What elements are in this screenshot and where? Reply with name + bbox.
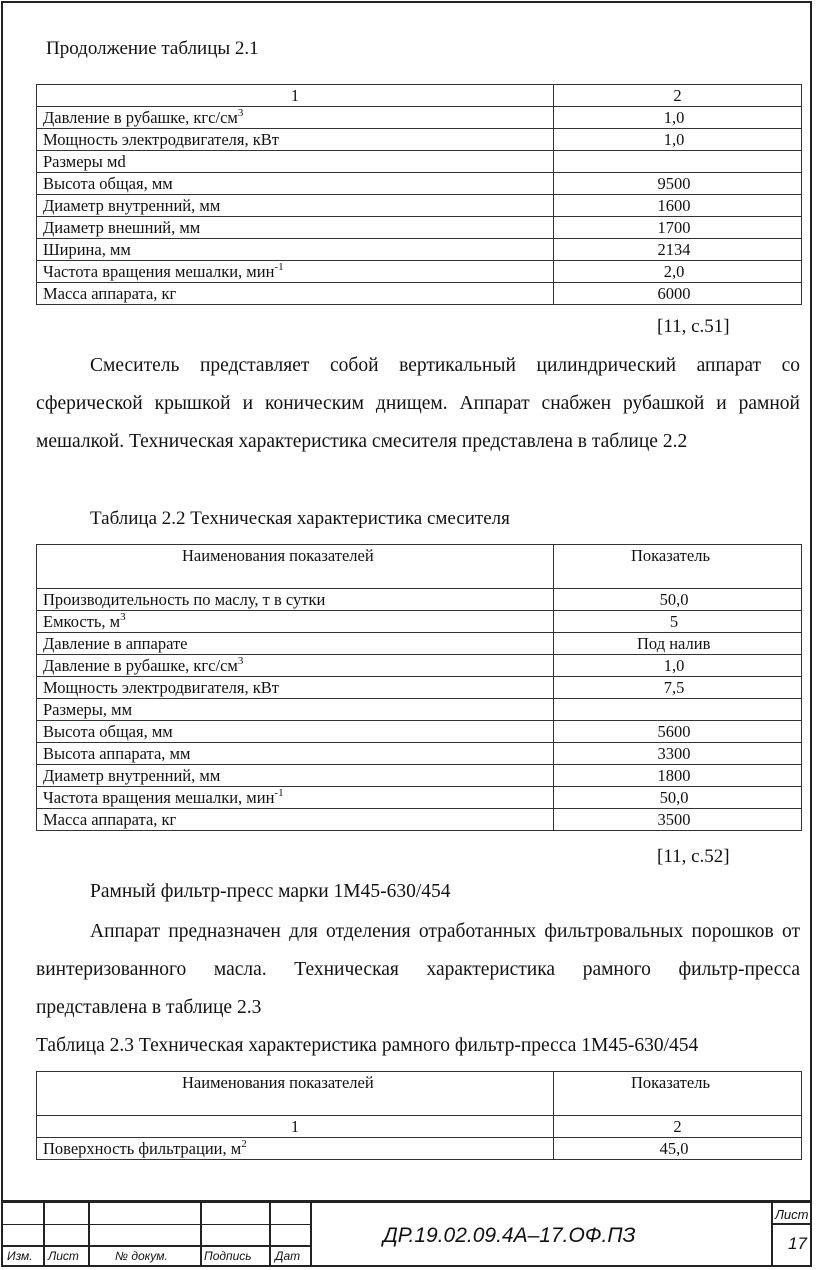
parameter-value: Под налив bbox=[637, 634, 711, 653]
parameter-name: Мощность электродвигателя, кВт bbox=[43, 678, 279, 697]
parameter-value-cell bbox=[554, 589, 802, 611]
parameter-name: Производительность по маслу, т в сутки bbox=[43, 590, 326, 609]
parameter-value: 50,0 bbox=[659, 590, 689, 609]
unit-exponent: 3 bbox=[237, 107, 244, 119]
table22 bbox=[36, 544, 802, 831]
stamp-divider bbox=[310, 1203, 312, 1265]
parameter-value: 2134 bbox=[657, 240, 691, 259]
parameter-value: 1,0 bbox=[663, 108, 685, 127]
sheet-label: Лист bbox=[775, 1207, 809, 1222]
parameter-name: Высота общая, мм bbox=[43, 174, 173, 193]
parameter-value-cell bbox=[554, 743, 802, 765]
parameter-value: 45,0 bbox=[659, 1139, 689, 1158]
parameter-name: Мощность электродвигателя, кВт bbox=[43, 130, 279, 149]
title-block bbox=[3, 1200, 811, 1268]
reference-21: [11, с.51] bbox=[657, 316, 730, 337]
continuation-table bbox=[36, 84, 802, 305]
table-row bbox=[37, 699, 802, 721]
unit-exponent: 3 bbox=[237, 655, 244, 667]
parameter-name: Диаметр внутренний, мм bbox=[43, 196, 221, 215]
parameter-value-cell bbox=[554, 239, 802, 261]
parameter-name-cell bbox=[37, 787, 554, 809]
parameter-value-cell bbox=[554, 611, 802, 633]
table-row bbox=[37, 283, 802, 305]
table-row bbox=[37, 787, 802, 809]
stamp-label-sheet: Лист bbox=[48, 1249, 79, 1263]
table-row bbox=[37, 677, 802, 699]
parameter-name-cell bbox=[37, 195, 554, 217]
table-row bbox=[37, 743, 802, 765]
reference-22: [11, с.52] bbox=[657, 846, 730, 867]
parameter-name-cell bbox=[37, 217, 554, 239]
header-cell: 1 bbox=[37, 85, 554, 107]
table-row bbox=[37, 611, 802, 633]
parameter-name: Размеры мd bbox=[43, 152, 126, 171]
header-cell: Показатель bbox=[554, 1072, 802, 1116]
stamp-divider bbox=[200, 1203, 202, 1265]
parameter-name-cell bbox=[37, 655, 554, 677]
parameter-value-cell bbox=[554, 283, 802, 305]
table-row bbox=[37, 195, 802, 217]
parameter-name-cell bbox=[37, 633, 554, 655]
table-row bbox=[37, 261, 802, 283]
parameter-name-cell bbox=[37, 151, 554, 173]
parameter-value: 2,0 bbox=[663, 262, 685, 281]
parameter-name-cell bbox=[37, 677, 554, 699]
parameter-value: 1,0 bbox=[663, 656, 685, 675]
table-header-row bbox=[37, 545, 802, 589]
header-cell: 2 bbox=[554, 85, 802, 107]
stamp-divider bbox=[3, 1224, 310, 1225]
header-cell: Показатель bbox=[554, 545, 802, 589]
parameter-value: 1800 bbox=[657, 766, 691, 785]
parameter-value-cell bbox=[554, 217, 802, 239]
parameter-name: Частота вращения мешалки, мин bbox=[43, 788, 275, 807]
parameter-name: Поверхность фильтрации, м bbox=[43, 1139, 242, 1158]
parameter-name: Давление в рубашке, кгс/см bbox=[43, 656, 238, 675]
table-header-row bbox=[37, 1072, 802, 1116]
parameter-name-cell bbox=[37, 173, 554, 195]
parameter-value-cell bbox=[554, 677, 802, 699]
stamp-divider bbox=[269, 1203, 271, 1265]
parameter-name-cell bbox=[37, 239, 554, 261]
parameter-name-cell bbox=[37, 261, 554, 283]
parameter-value: 3300 bbox=[657, 744, 691, 763]
parameter-name: Размеры, мм bbox=[43, 700, 133, 719]
unit-exponent: -1 bbox=[274, 787, 284, 799]
parameter-name: Масса аппарата, кг bbox=[43, 810, 177, 829]
parameter-value-cell bbox=[554, 173, 802, 195]
table-row bbox=[37, 809, 802, 831]
filter-heading: Рамный фильтр-пресс марки 1М45-630/454 bbox=[90, 881, 451, 902]
table-row bbox=[37, 589, 802, 611]
table-row bbox=[37, 1138, 802, 1160]
parameter-name: Диаметр внешний, мм bbox=[43, 218, 201, 237]
sheet-number: 17 bbox=[788, 1234, 807, 1253]
parameter-value-cell bbox=[554, 699, 802, 721]
paragraph-mixer: Смеситель представляет собой вертикальный цилиндрический аппарат со сферической крышкой и коническим днищем. Аппарат снабжен рубашкой и рамной мешалкой. Техническая характеристика смесителя представлена в таблице 2.2 bbox=[36, 355, 800, 452]
document-designation: ДР.19.02.09.4А–17.ОФ.ПЗ bbox=[383, 1224, 636, 1247]
parameter-value-cell bbox=[554, 107, 802, 129]
parameter-value-cell bbox=[554, 633, 802, 655]
table-row bbox=[37, 765, 802, 787]
parameter-name-cell bbox=[37, 699, 554, 721]
table-row bbox=[37, 151, 802, 173]
parameter-name: Диаметр внутренний, мм bbox=[43, 766, 221, 785]
parameter-name: Высота аппарата, мм bbox=[43, 744, 191, 763]
parameter-value-cell bbox=[554, 655, 802, 677]
parameter-name-cell bbox=[37, 129, 554, 151]
parameter-value-cell bbox=[554, 195, 802, 217]
number-cell: 1 bbox=[37, 1116, 554, 1138]
parameter-name: Емкость, м bbox=[43, 612, 121, 631]
table23 bbox=[36, 1071, 802, 1160]
parameter-name-cell bbox=[37, 611, 554, 633]
table-row bbox=[37, 655, 802, 677]
stamp-label-date: Дат bbox=[275, 1249, 301, 1263]
parameter-value-cell bbox=[554, 129, 802, 151]
header-cell: Наименования показателей bbox=[37, 545, 554, 589]
parameter-value: 7,5 bbox=[663, 678, 685, 697]
table-row bbox=[37, 239, 802, 261]
table-row bbox=[37, 129, 802, 151]
table-row bbox=[37, 107, 802, 129]
table-number-row bbox=[37, 1116, 802, 1138]
parameter-name-cell bbox=[37, 107, 554, 129]
parameter-name-cell bbox=[37, 765, 554, 787]
parameter-value-cell bbox=[554, 721, 802, 743]
stamp-divider bbox=[3, 1245, 310, 1247]
parameter-name-cell bbox=[37, 721, 554, 743]
parameter-value: 5600 bbox=[657, 722, 691, 741]
paragraph-filter: Аппарат предназначен для отделения отработанных фильтровальных порошков от винтеризованного масла. Техническая характеристика рамного фильтр-пресса представлена в таблице 2.3 bbox=[36, 921, 800, 1018]
stamp-label-change: Изм. bbox=[7, 1249, 33, 1263]
parameter-name-cell bbox=[37, 283, 554, 305]
unit-exponent: 3 bbox=[120, 611, 126, 623]
parameter-name-cell bbox=[37, 743, 554, 765]
parameter-value: 3500 bbox=[657, 810, 691, 829]
stamp-label-signature: Подпись bbox=[204, 1249, 252, 1263]
parameter-name-cell bbox=[37, 1138, 554, 1160]
parameter-value: 1,0 bbox=[663, 130, 685, 149]
parameter-name: Давление в рубашке, кгс/см bbox=[43, 108, 238, 127]
continuation-caption: Продолжение таблицы 2.1 bbox=[46, 38, 259, 59]
table23-caption: Таблица 2.3 Техническая характеристика рамного фильтр-пресса 1М45-630/454 bbox=[36, 1035, 699, 1056]
table-row bbox=[37, 217, 802, 239]
parameter-name: Частота вращения мешалки, мин bbox=[43, 262, 275, 281]
parameter-value-cell bbox=[554, 1138, 802, 1160]
parameter-value: 50,0 bbox=[659, 788, 689, 807]
table-row bbox=[37, 633, 802, 655]
parameter-value: 6000 bbox=[657, 284, 691, 303]
parameter-value-cell bbox=[554, 151, 802, 173]
parameter-name: Масса аппарата, кг bbox=[43, 284, 177, 303]
table-row bbox=[37, 721, 802, 743]
parameter-value: 9500 bbox=[657, 174, 691, 193]
parameter-value-cell bbox=[554, 261, 802, 283]
stamp-divider bbox=[771, 1203, 773, 1265]
stamp-divider bbox=[88, 1203, 90, 1265]
parameter-value: 1700 bbox=[657, 218, 691, 237]
header-cell: Наименования показателей bbox=[37, 1072, 554, 1116]
table-row bbox=[37, 173, 802, 195]
parameter-value: 5 bbox=[669, 612, 679, 631]
table22-caption: Таблица 2.2 Техническая характеристика смесителя bbox=[90, 508, 510, 529]
parameter-name-cell bbox=[37, 809, 554, 831]
parameter-name: Давление в аппарате bbox=[43, 634, 188, 653]
parameter-value-cell bbox=[554, 787, 802, 809]
parameter-name: Ширина, мм bbox=[43, 240, 131, 259]
parameter-value-cell bbox=[554, 765, 802, 787]
stamp-label-doc-number: № докум. bbox=[115, 1249, 168, 1263]
parameter-value-cell bbox=[554, 809, 802, 831]
table-header-row bbox=[37, 85, 802, 107]
parameter-name-cell bbox=[37, 589, 554, 611]
number-cell: 2 bbox=[554, 1116, 802, 1138]
unit-exponent: 2 bbox=[241, 1138, 247, 1150]
stamp-divider bbox=[43, 1203, 45, 1265]
parameter-value: 1600 bbox=[657, 196, 691, 215]
parameter-name: Высота общая, мм bbox=[43, 722, 173, 741]
stamp-divider bbox=[771, 1223, 811, 1225]
unit-exponent: -1 bbox=[274, 261, 284, 273]
